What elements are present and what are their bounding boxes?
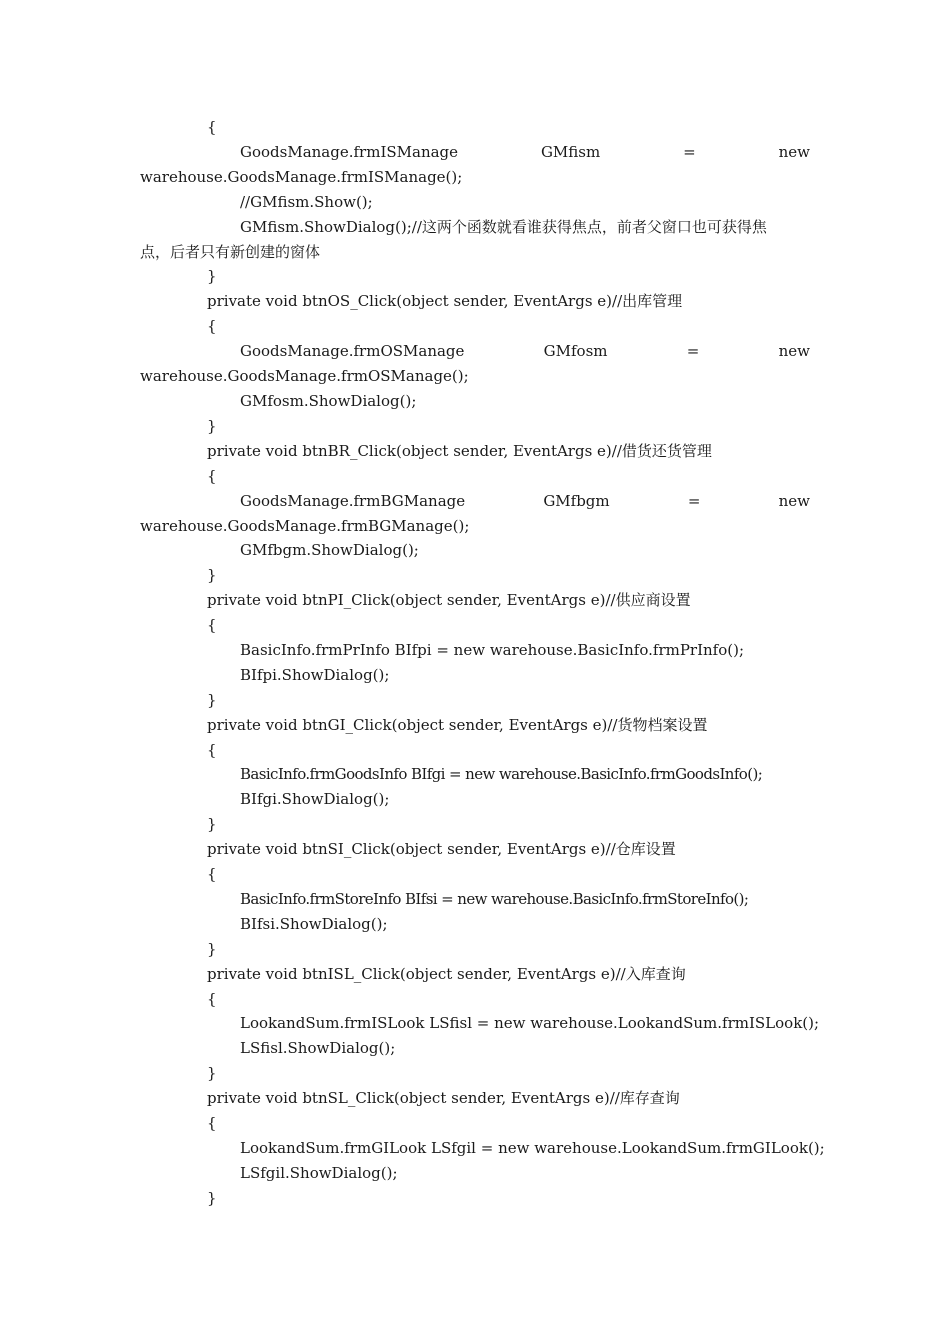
code-line: } — [207, 417, 217, 435]
code-line: } — [207, 691, 217, 709]
code-line: LSfisl.ShowDialog(); — [240, 1039, 396, 1057]
code-token: new — [778, 492, 810, 510]
code-line: BasicInfo.frmStoreInfo BIfsi = new warehouse.BasicInfo.frmStoreInfo(); — [240, 890, 749, 908]
code-line: 点，后者只有新创建的窗体 — [140, 243, 321, 261]
code-line: LookandSum.frmGILook LSfgil = new warehouse.LookandSum.frmGILook(); — [240, 1139, 825, 1157]
code-line: { — [207, 1114, 217, 1132]
code-line: } — [207, 267, 217, 285]
code-token: = — [686, 342, 700, 360]
code-line: { — [207, 467, 217, 485]
code-line: warehouse.GoodsManage.frmBGManage(); — [140, 517, 470, 535]
code-line: BIfgi.ShowDialog(); — [240, 790, 390, 808]
code-line: private void btnISL_Click(object sender, EventArgs e)//入库查询 — [207, 965, 686, 983]
code-line: } — [207, 566, 217, 584]
code-line: } — [207, 1189, 217, 1207]
code-line — [240, 489, 810, 514]
code-line: private void btnSI_Click(object sender, EventArgs e)//仓库设置 — [207, 840, 676, 858]
code-token: = — [683, 143, 696, 161]
code-token: GoodsManage.frmBGManage — [240, 492, 466, 510]
code-line: { — [207, 990, 217, 1008]
code-line: { — [207, 118, 217, 136]
code-token: = — [687, 492, 701, 510]
code-token: GMfosm — [543, 342, 608, 360]
code-line: GMfism.ShowDialog();//这两个函数就看谁获得焦点，前者父窗口也可获得焦 — [240, 218, 767, 236]
code-line: { — [207, 616, 217, 634]
code-line: private void btnOS_Click(object sender, EventArgs e)//出库管理 — [207, 292, 683, 310]
code-token: GMfbgm — [543, 492, 610, 510]
code-line: BasicInfo.frmGoodsInfo BIfgi = new warehouse.BasicInfo.frmGoodsInfo(); — [240, 765, 763, 783]
code-line: } — [207, 1064, 217, 1082]
code-line: } — [207, 815, 217, 833]
code-token: GoodsManage.frmISManage — [240, 143, 459, 161]
code-line — [240, 339, 810, 364]
code-line: private void btnPI_Click(object sender, EventArgs e)//供应商设置 — [207, 591, 691, 609]
code-line: { — [207, 317, 217, 335]
code-token: GMfism — [540, 143, 601, 161]
code-line: LSfgil.ShowDialog(); — [240, 1164, 398, 1182]
code-line: } — [207, 940, 217, 958]
code-line: private void btnGI_Click(object sender, EventArgs e)//货物档案设置 — [207, 716, 708, 734]
code-line: GMfbgm.ShowDialog(); — [240, 541, 419, 559]
code-token: GoodsManage.frmOSManage — [240, 342, 465, 360]
code-line: GMfosm.ShowDialog(); — [240, 392, 417, 410]
code-line: warehouse.GoodsManage.frmOSManage(); — [140, 367, 469, 385]
code-token: new — [778, 143, 810, 161]
code-line: { — [207, 741, 217, 759]
code-line — [240, 140, 810, 165]
code-line: //GMfism.Show(); — [240, 193, 373, 211]
code-line: private void btnBR_Click(object sender, EventArgs e)//借货还货管理 — [207, 442, 712, 460]
code-line: warehouse.GoodsManage.frmISManage(); — [140, 168, 463, 186]
code-line: BIfsi.ShowDialog(); — [240, 915, 388, 933]
code-line: { — [207, 865, 217, 883]
code-line: LookandSum.frmISLook LSfisl = new warehouse.LookandSum.frmISLook(); — [240, 1014, 820, 1032]
code-line: BIfpi.ShowDialog(); — [240, 666, 390, 684]
code-token: new — [778, 342, 810, 360]
code-line: BasicInfo.frmPrInfo BIfpi = new warehouse.BasicInfo.frmPrInfo(); — [240, 641, 745, 659]
code-line: private void btnSL_Click(object sender, EventArgs e)//库存查询 — [207, 1089, 680, 1107]
